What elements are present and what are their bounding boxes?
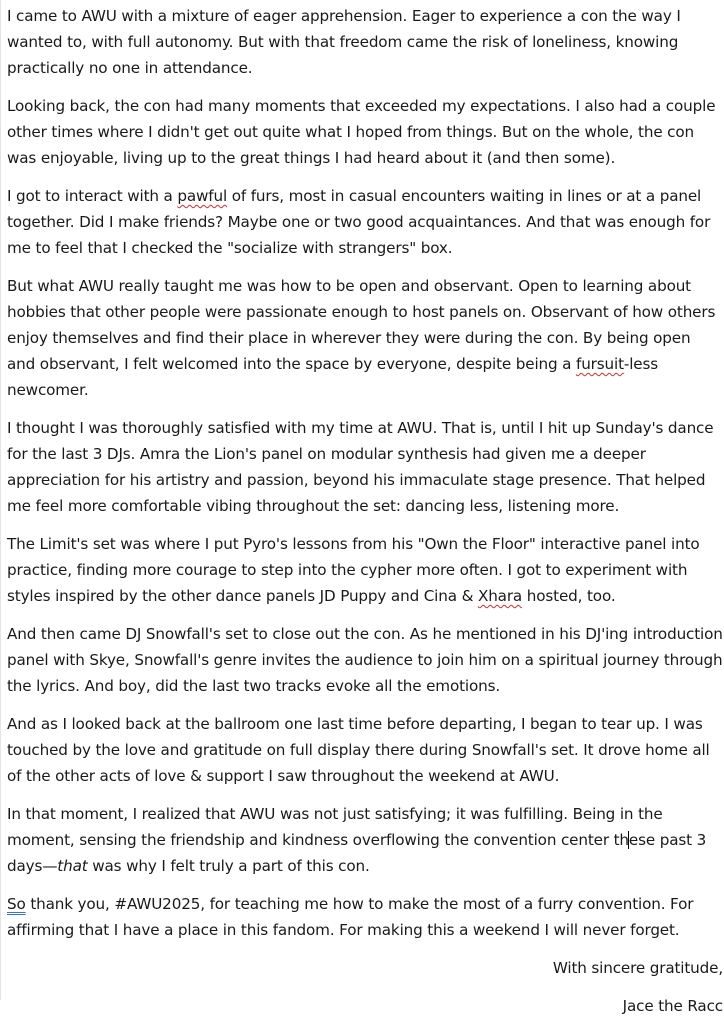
paragraph-10-text-after: thank you, #AWU2025, for teaching me how to make the most of a furry convention. For affirming that I have a place in this fandom. For making this a weekend I will never forget. (7, 895, 694, 939)
spelling-flag-pawful[interactable]: pawful (177, 187, 228, 205)
signature-line: Jace the Racc (622, 997, 723, 1015)
paragraph-3 (7, 183, 723, 261)
grammar-flag-so[interactable]: So (7, 895, 26, 913)
paragraph-4-text-before: But what AWU really taught me was how to be open and observant. Open to learning about hobbies that other people were passionate enough to host panels on. Observant of how others enjoy themselves and find their place in wherever they were during the con. By being open and observant, I felt welcomed into the space by everyone, despite being a (7, 277, 716, 373)
paragraph-9-text-before-caret: In that moment, I realized that AWU was not just satisfying; it was fulfilling. Being in the moment, sensing the friendship and kindness overflowing the convention center th (7, 805, 663, 849)
paragraph-8-text: And as I looked back at the ballroom one last time before departing, I began to tear up. I was touched by the love and gratitude on full display there during Snowfall's set. It drove home all of the other acts of love & support I saw throughout the weekend at AWU. (7, 715, 710, 785)
paragraph-9 (7, 801, 723, 879)
paragraph-6-text-after: hosted, too. (522, 587, 616, 605)
paragraph-6 (7, 531, 723, 609)
paragraph-1 (7, 3, 723, 81)
paragraph-4-text-after: -less newcomer. (7, 355, 659, 399)
paragraph-3-text-before: I got to interact with a (7, 187, 178, 205)
paragraph-5-text: I thought I was thoroughly satisfied with my time at AWU. That is, until I hit up Sunday's dance for the last 3 DJs. Amra the Lion's panel on modular synthesis had given me a deeper appreciation for his artistry and passion, beyond his immaculate stage presence. That helped me feel more comfortable vibing throughout the set: dancing less, listening more. (7, 419, 714, 515)
paragraph-3-text-after: of furs, most in casual encounters waiting in lines or at a panel together. Did I make friends? Maybe one or two good acquaintances. And that was enough for me to feel that I checked the "socialize with strangers" box. (7, 187, 711, 257)
paragraph-1-text: I came to AWU with a mixture of eager apprehension. Eager to experience a con the way I wanted to, with full autonomy. But with that freedom came the risk of loneliness, knowing practically no one in attendance. (7, 7, 681, 77)
paragraph-9-text-after: was why I felt truly a part of this con. (87, 857, 370, 875)
paragraph-4 (7, 273, 723, 403)
paragraph-7-text: And then came DJ Snowfall's set to close out the con. As he mentioned in his DJ'ing introduction panel with Skye, Snowfall's genre invites the audience to join him on a spiritual journey through the lyrics. And boy, did the last two tracks evoke all the emotions. (7, 625, 723, 695)
document-body[interactable] (7, 3, 723, 1031)
spelling-flag-fursuit[interactable]: fursuit (576, 355, 624, 373)
spelling-flag-xhara[interactable]: Xhara (477, 587, 523, 605)
paragraph-5 (7, 415, 723, 519)
paragraph-9-text-after-caret: ese past 3 days— (7, 831, 707, 875)
paragraph-7 (7, 621, 723, 699)
paragraph-8 (7, 711, 723, 789)
paragraph-6-text-before: The Limit's set was where I put Pyro's lessons from his "Own the Floor" interactive panel into practice, finding more courage to step into the cypher more often. I got to experiment with styles inspired by the other dance panels JD Puppy and Cina & (7, 535, 700, 605)
paragraph-9-italic: that (57, 857, 88, 875)
paragraph-10 (7, 891, 723, 943)
closing-line: With sincere gratitude, (552, 959, 723, 977)
paragraph-2 (7, 93, 723, 171)
paragraph-2-text: Looking back, the con had many moments that exceeded my expectations. I also had a couple other times where I didn't get out quite what I hoped from things. But on the whole, the con was enjoyable, living up to the great things I had heard about it (and then some). (7, 97, 716, 167)
